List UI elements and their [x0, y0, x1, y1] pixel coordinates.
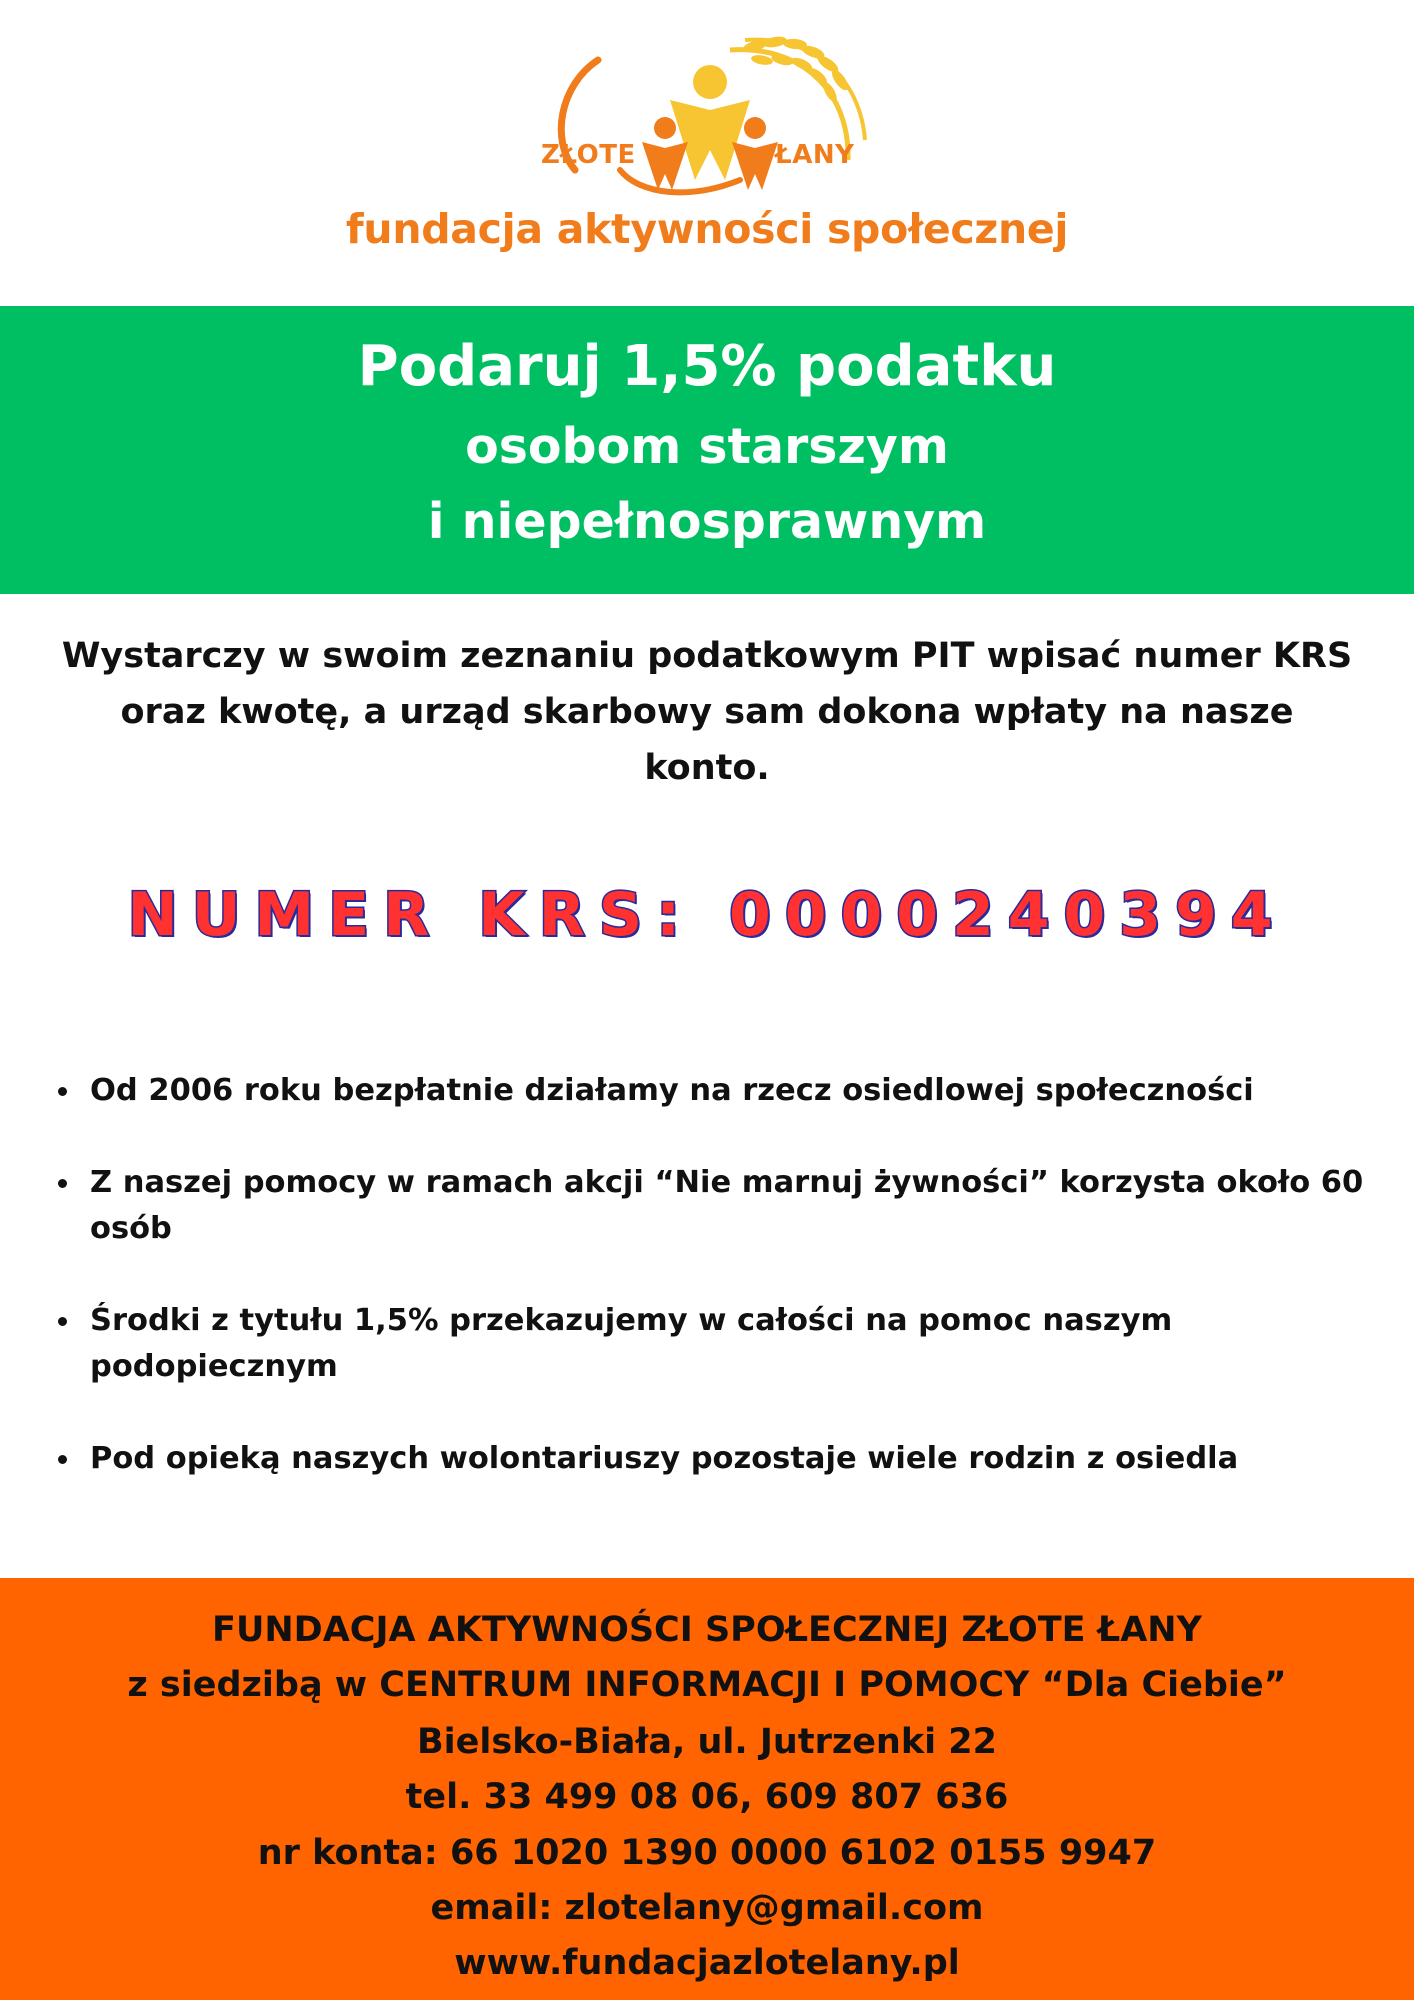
logo-figures-wheat-icon	[530, 30, 890, 220]
logo	[0, 0, 1414, 300]
list-item-text: Z naszej pomocy w ramach akcji “Nie marnuj żywności” korzysta około 60 osób	[90, 1165, 1364, 1246]
list-item	[56, 1160, 1366, 1252]
logo-word-lany: ŁANY	[775, 140, 855, 170]
list-item	[56, 1436, 1366, 1482]
intro-text: Wystarczy w swoim zeznaniu podatkowym PIT wpisać numer KRS oraz kwotę, a urząd skarbowy sam dokona wpłaty na nasze konto.	[61, 636, 1353, 788]
list-item-text: Od 2006 roku bezpłatnie działamy na rzecz osiedlowej społeczności	[90, 1073, 1254, 1108]
headline-band	[0, 306, 1414, 594]
headline-line-2: osobom starszym	[465, 418, 949, 475]
headline-line-3: i niepełnosprawnym	[427, 493, 987, 550]
bullet-icon	[58, 1087, 67, 1096]
bullet-icon	[58, 1179, 67, 1188]
footer-email[interactable]: email: zlotelany@gmail.com	[430, 1888, 984, 1928]
footer-phone: tel. 33 499 08 06, 609 807 636	[405, 1777, 1009, 1817]
footer-foundation-name: FUNDACJA AKTYWNOŚCI SPOŁECZNEJ ZŁOTE ŁANY	[212, 1610, 1202, 1650]
headline-line-1: Podaruj 1,5% podatku	[357, 334, 1057, 399]
bullet-icon	[58, 1317, 67, 1326]
footer-address: Bielsko-Biała, ul. Jutrzenki 22	[416, 1722, 998, 1762]
footer-bank-account: nr konta: 66 1020 1390 0000 6102 0155 9947	[257, 1833, 1157, 1873]
krs-number: NUMER KRS: 0000240394	[127, 880, 1287, 950]
footer-contact	[0, 1578, 1414, 2000]
list-item-text: Pod opieką naszych wolontariuszy pozostaje wiele rodzin z osiedla	[90, 1441, 1239, 1476]
logo-subtitle: fundacja aktywności społecznej	[345, 205, 1069, 253]
facts-list	[56, 1068, 1366, 1528]
list-item	[56, 1298, 1366, 1390]
list-item-text: Środki z tytułu 1,5% przekazujemy w całości na pomoc naszym podopiecznym	[90, 1303, 1173, 1384]
footer-website-link[interactable]: www.fundacjazlotelany.pl	[454, 1943, 960, 1983]
bullet-icon	[58, 1455, 67, 1464]
footer-seat: z siedzibą w CENTRUM INFORMACJI I POMOCY “Dla Ciebie”	[127, 1665, 1287, 1705]
list-item	[56, 1068, 1366, 1114]
logo-word-zlote: ZŁOTE	[541, 140, 636, 170]
